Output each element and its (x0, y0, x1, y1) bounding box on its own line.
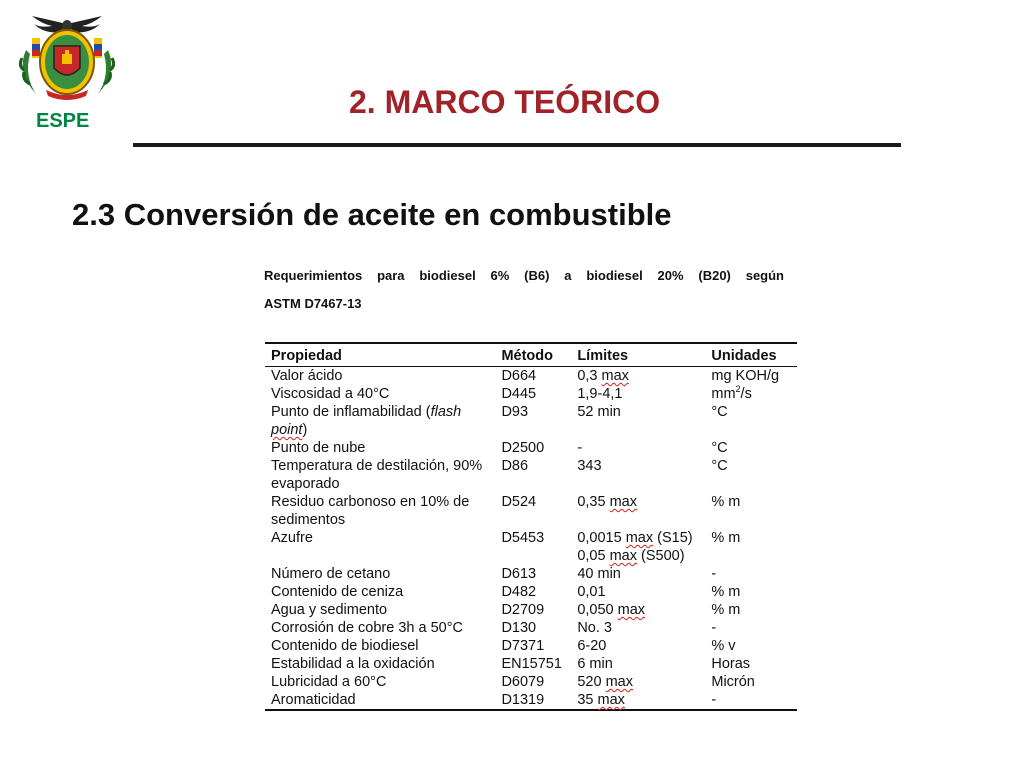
limit-grade-2: (S500) (641, 548, 685, 564)
cell-unidades: % m (711, 584, 741, 600)
prop-line1: Residuo carbonoso en 10% de (271, 494, 470, 510)
table-row (265, 583, 797, 601)
cell-propiedad: Punto de nube (271, 440, 366, 456)
header-metodo: Método (495, 343, 571, 367)
table-caption-line2: ASTM D7467-13 (264, 296, 362, 311)
table-row (265, 457, 797, 493)
header-divider (133, 143, 901, 147)
cell-metodo: D7371 (501, 638, 545, 654)
cell-limites: 1,9-4,1 (577, 386, 623, 402)
cell-unidades: % m (711, 494, 741, 510)
cell-unidades: - (711, 692, 717, 708)
table-row (265, 367, 797, 386)
cell-unidades: °C (711, 458, 728, 474)
cell-unidades (705, 385, 797, 403)
cell-unidades: °C (711, 440, 728, 456)
cell-unidades: mg KOH/g (711, 368, 780, 384)
limit-value: 520 (577, 674, 602, 690)
table-row (265, 691, 797, 710)
cell-propiedad: Contenido de ceniza (271, 584, 404, 600)
limit-grade: (S15) (657, 530, 693, 546)
table-row (265, 637, 797, 655)
unit-base: mm (711, 386, 736, 402)
cell-limites: No. 3 (577, 620, 612, 636)
cell-limites (571, 601, 705, 619)
unit-superscript: 2 (735, 384, 741, 395)
espe-logo (12, 10, 122, 102)
table-caption (264, 262, 784, 318)
prop-italic: flash (430, 404, 462, 420)
cell-metodo: D2709 (501, 602, 545, 618)
limit-qualifier: max (625, 530, 654, 546)
table-row (265, 619, 797, 637)
table-caption-line1: Requerimientos para biodiesel 6% (B6) a biodiesel 20% (B20) según (264, 268, 784, 283)
cell-limites: 6 min (577, 656, 613, 672)
header-limites: Límites (571, 343, 705, 367)
limit-qualifier: max (609, 494, 637, 510)
cell-unidades: % m (711, 602, 741, 618)
cell-propiedad: Azufre (271, 530, 313, 546)
table-row (265, 529, 797, 565)
cell-limites (571, 691, 705, 710)
limit-qualifier: max (597, 692, 625, 708)
cell-unidades: °C (711, 404, 728, 420)
prop-line1: Temperatura de destilación, 90% (271, 458, 483, 474)
prop-line2: evaporado (271, 476, 340, 492)
limit-value: 0,3 (577, 368, 598, 384)
prop-text: Punto de inflamabilidad ( (271, 404, 431, 420)
cell-limites (571, 673, 705, 691)
table-row (265, 655, 797, 673)
limit-value-2: 0,05 (577, 548, 606, 564)
limit-value: 0,35 (577, 494, 606, 510)
limit-value: 0,050 (577, 602, 614, 618)
limit-qualifier: max (601, 368, 629, 384)
table-row (265, 673, 797, 691)
cell-metodo: D2500 (501, 440, 545, 456)
limit-qualifier: max (617, 602, 646, 618)
cell-unidades: - (711, 620, 717, 636)
cell-limites (571, 529, 705, 565)
limit-value: 35 (577, 692, 594, 708)
header-propiedad: Propiedad (265, 343, 495, 367)
cell-propiedad: Agua y sedimento (271, 602, 388, 618)
cell-propiedad: Lubricidad a 60°C (271, 674, 387, 690)
cell-propiedad: Estabilidad a la oxidación (271, 656, 435, 672)
cell-metodo: D1319 (501, 692, 545, 708)
cell-propiedad: Corrosión de cobre 3h a 50°C (271, 620, 463, 636)
limit-qualifier-2: max (609, 548, 637, 564)
cell-limites: 52 min (577, 404, 621, 420)
table-header-row (265, 343, 797, 367)
cell-metodo: D445 (501, 386, 537, 402)
cell-metodo: D613 (501, 566, 537, 582)
cell-propiedad (265, 457, 495, 493)
unit-tail: /s (740, 386, 752, 402)
cell-limites: 0,01 (577, 584, 606, 600)
limit-qualifier: max (605, 674, 633, 690)
cell-propiedad: Valor ácido (271, 368, 343, 384)
header-title: 2. MARCO TEÓRICO (349, 84, 661, 120)
section-title: 2.3 Conversión de aceite en combustible (72, 197, 672, 232)
cell-metodo: D482 (501, 584, 537, 600)
cell-metodo: D86 (501, 458, 529, 474)
cell-unidades: % v (711, 638, 736, 654)
limit-value: 0,0015 (577, 530, 622, 546)
cell-unidades: Micrón (711, 674, 755, 690)
cell-unidades: - (711, 566, 717, 582)
table-row (265, 385, 797, 403)
cell-limites: - (577, 440, 583, 456)
cell-limites: 40 min (577, 566, 621, 582)
cell-metodo: D130 (501, 620, 537, 636)
cell-limites (571, 493, 705, 529)
cell-metodo: D93 (501, 404, 529, 420)
cell-limites: 6-20 (577, 638, 607, 654)
header-unidades: Unidades (705, 343, 797, 367)
cell-propiedad: Aromaticidad (271, 692, 356, 708)
table-row (265, 403, 797, 439)
cell-metodo: D5453 (501, 530, 545, 546)
cell-limites (571, 367, 705, 386)
cell-metodo: D524 (501, 494, 537, 510)
table-row (265, 565, 797, 583)
cell-propiedad: Viscosidad a 40°C (271, 386, 390, 402)
table-row (265, 493, 797, 529)
table-row (265, 601, 797, 619)
cell-limites: 343 (577, 458, 602, 474)
cell-propiedad: Contenido de biodiesel (271, 638, 419, 654)
cell-propiedad (265, 493, 495, 529)
logo-caption: ESPE (36, 110, 90, 132)
table-row (265, 439, 797, 457)
cell-metodo: EN15751 (501, 656, 562, 672)
prop-line2: sedimentos (271, 512, 346, 528)
cell-propiedad: Número de cetano (271, 566, 391, 582)
coat-of-arms-icon (12, 10, 122, 102)
cell-metodo: D6079 (501, 674, 545, 690)
cell-propiedad (265, 403, 495, 439)
cell-metodo: D664 (501, 368, 537, 384)
requirements-table (265, 342, 797, 711)
cell-unidades: Horas (711, 656, 751, 672)
prop-text-close: ) (302, 422, 308, 438)
prop-italic-2: point (271, 422, 303, 438)
cell-unidades: % m (711, 530, 741, 546)
